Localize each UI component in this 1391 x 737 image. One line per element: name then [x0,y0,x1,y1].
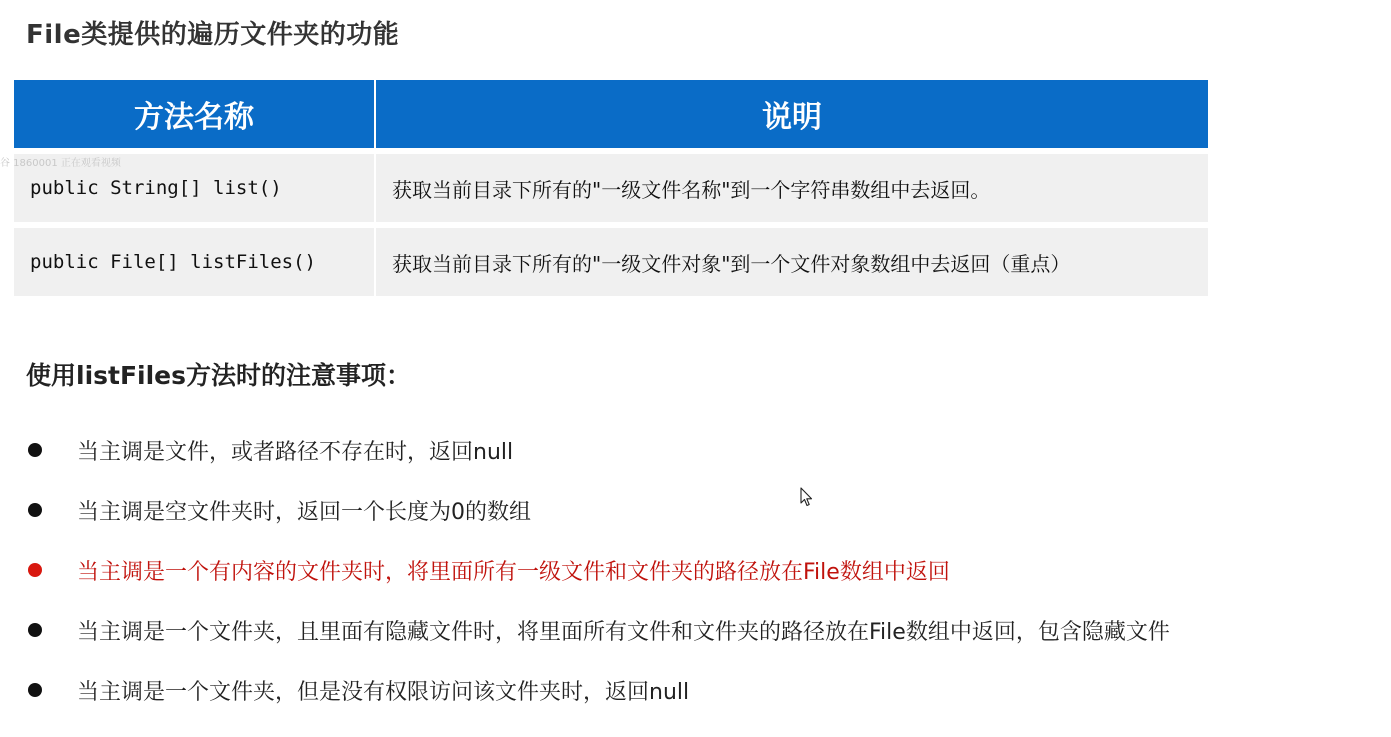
list-item [26,420,1170,480]
bullet-dot-icon [28,683,42,697]
viewer-watermark: 谷 1860001 正在观看视频 [0,158,121,169]
note-text: 当主调是空文件夹时，返回一个长度为0的数组 [77,499,531,525]
table-row [14,154,1208,222]
mouse-pointer-icon [800,487,814,507]
bullet-dot-icon [28,623,42,637]
list-item [26,660,1170,720]
bullet-dot-icon [28,443,42,457]
method-description: 获取当前目录下所有的"一级文件名称"到一个字符串数组中去返回。 [376,154,1208,222]
list-item-highlighted [26,540,1170,600]
note-text: 当主调是一个有内容的文件夹时，将里面所有一级文件和文件夹的路径放在File数组中返回 [77,559,950,585]
notes-title: 使用listFiles方法时的注意事项： [26,361,412,390]
list-item [26,600,1170,660]
bullet-dot-icon [28,503,42,517]
list-item [26,480,1170,540]
method-description: 获取当前目录下所有的"一级文件对象"到一个文件对象数组中去返回（重点） [376,228,1208,296]
table-header-row [14,80,1208,148]
page-title: File类提供的遍历文件夹的功能 [26,20,400,50]
table-row [14,228,1208,296]
bullet-dot-icon [28,563,42,577]
note-text: 当主调是一个文件夹，但是没有权限访问该文件夹时，返回null [77,679,690,705]
table-header-method-name: 方法名称 [14,80,374,148]
method-signature: public File[] listFiles() [14,228,374,296]
methods-table [14,80,1208,296]
note-text: 当主调是一个文件夹，且里面有隐藏文件时，将里面所有文件和文件夹的路径放在File数组中返回，包含隐藏文件 [77,619,1170,645]
note-text: 当主调是文件，或者路径不存在时，返回null [77,439,514,465]
table-header-description: 说明 [376,80,1208,148]
method-signature: public String[] list() [14,154,374,222]
notes-list [26,420,1170,720]
